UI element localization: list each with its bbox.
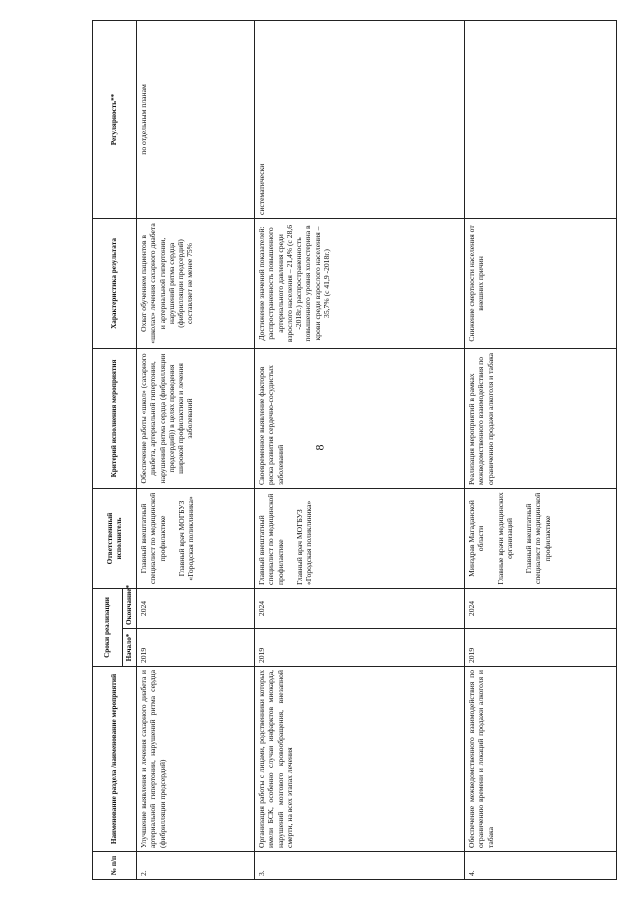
row-criterion: Своевременное выявление факторов риска развития сердечно-сосудистых заболеваний [255,348,465,488]
page-number: 8 [312,444,327,451]
row-regularity [465,21,617,219]
header-regularity: Регулярность** [93,21,137,219]
row-result: Снижение смертности населения от внешних причин [465,218,617,348]
table-row [137,21,255,880]
table-header-row [93,21,123,880]
row-start: 2019 [137,629,255,667]
header-responsible: Ответственный исполнитель [93,488,137,588]
row-criterion: Реализация мероприятий в рамках межведомственного взаимодействия по ограничению продажи алкоголя и табака [465,348,617,488]
responsible-line: Главный врач МОГБУЗ «Городская поликлиника» [294,500,313,585]
row-result: Достижение значений показателей: распространенность повышенного артериального давления среди взрослого населения – 21,4% (с 28,6 -2018г.) распространенность повышенного уровня холестерина в крови среди взрослого населения – 35,7% (с 41,9 -2018г.) [255,218,465,348]
row-end: 2024 [465,588,617,628]
header-name: Наименование раздела /наименование мероприятий [93,667,137,852]
responsible-line: Главный внештатный специалист по медицинской профилактике [524,492,552,585]
table-row [255,21,465,880]
header-criterion: Критерий исполнения мероприятия [93,348,137,488]
responsible-line: Главные врачи медицинских организаций [495,492,514,585]
responsible-line: Главный внештатный специалист по медицинской профилактике [257,493,285,585]
row-name: Обеспечение межведомственного взаимодействия по ограничению времени и локаций продажи алкоголя и табака [465,667,617,852]
header-timing: Сроки реализации [93,588,123,666]
responsible-line: Минздрав Магаданской области [467,500,486,577]
row-start: 2019 [255,629,465,667]
row-num: 2. [137,852,255,880]
header-end: Окончание* [123,588,137,628]
row-num: 4. [465,852,617,880]
row-responsible [465,488,617,588]
rotated-table-sheet [92,20,617,880]
row-result: Охват обучением пациентов в «школах» лечения сахарного диабета и артериальной гипертонии, нарушений ритма сердца (фибрилляции предсердий) составляет не менее 75% [137,218,255,348]
header-result: Характеристика результата [93,218,137,348]
row-num: 3. [255,852,465,880]
header-start: Начало* [123,629,137,667]
table-row [465,21,617,880]
responsible-line: Главный врач МОГБУЗ «Городская поликлиника» [176,496,195,581]
row-end: 2024 [137,588,255,628]
responsible-line: Главный внештатный специалист по медицинской профилактике [139,492,167,585]
row-regularity: систематически [255,21,465,219]
row-responsible [255,488,465,588]
row-responsible [137,488,255,588]
header-num: № п/п [93,852,137,880]
row-end: 2024 [255,588,465,628]
row-criterion: Обеспечение работы «школ» (сахарного диабета, артериальной гипертонии, нарушений ритма сердца (фибрилляции предсердий)) в целях проведения широкой профилактики и лечения заболеваний [137,348,255,488]
row-start: 2019 [465,629,617,667]
measures-table [92,20,617,880]
row-name: Улучшение выявления и лечения сахарного диабета и артериальной гипертонии, нарушений ритма сердца (фибрилляции предсердий) [137,667,255,852]
row-regularity: по отдельным планам [137,21,255,219]
row-name: Организация работы с лицами, родственники которых имели БСК, особенно случаи инфарктов миокарда, нарушений мозгового кровообращения, внезапной смерти, на всех этапах лечения [255,667,465,852]
